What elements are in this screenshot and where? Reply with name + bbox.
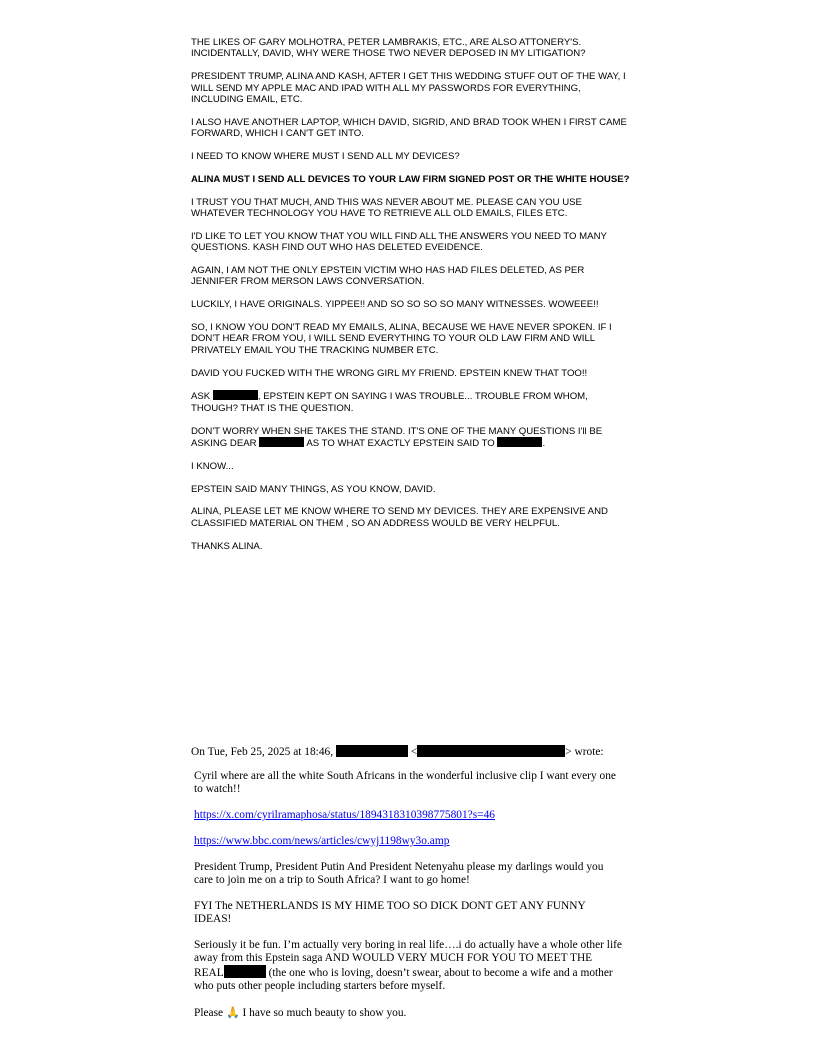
paragraph — [191, 390, 631, 414]
text-segment: AS TO WHAT EXACTLY EPSTEIN SAID TO — [304, 438, 498, 450]
quoted-paragraph: Cyril where are all the white South Africans in the wonderful inclusive clip I want every one to watch!! — [194, 770, 616, 795]
bold-paragraph: ALINA MUST I SEND ALL DEVICES TO YOUR LAW FIRM SIGNED POST OR THE WHITE HOUSE? — [191, 173, 630, 185]
x-status-link[interactable]: https://x.com/cyrilramaphosa/status/1894318310398775801?s=46 — [194, 809, 495, 821]
paragraph: I NEED TO KNOW WHERE MUST I SEND ALL MY DEVICES? — [191, 151, 460, 163]
paragraph: I TRUST YOU THAT MUCH, AND THIS WAS NEVER ABOUT ME. PLEASE CAN YOU USE WHATEVER TECHNOLOGY YOU HAVE TO RETRIEVE ALL OLD EMAILS, FILES ETC. — [191, 196, 582, 220]
paragraph — [191, 426, 631, 450]
paragraph: I KNOW... — [191, 460, 234, 472]
quoted-paragraph — [194, 809, 624, 822]
redaction-block — [497, 437, 542, 447]
email-body — [191, 37, 631, 563]
quoted-paragraph: President Trump, President Putin And President Netenyahu please my darlings would you care to join me on a trip to South Africa? I want to go home! — [194, 861, 604, 886]
quoted-paragraph: FYI The NETHERLANDS IS MY HIME TOO SO DICK DONT GET ANY FUNNY IDEAS! — [194, 900, 586, 925]
text-segment: . — [542, 438, 546, 450]
redaction-block — [417, 745, 565, 757]
paragraph: PRESIDENT TRUMP, ALINA AND KASH, AFTER I GET THIS WEDDING STUFF OUT OF THE WAY, I WILL SEND MY APPLE MAC AND IPAD WITH ALL MY PASSWORDS FOR EVERYTHING, INCLUDING EMAIL, ETC. — [191, 71, 626, 106]
text-segment: (the one who is loving, doesn’t swear, about to become a wife and a mother who puts other people including starters before myself. — [194, 967, 613, 992]
paragraph: I'D LIKE TO LET YOU KNOW THAT YOU WILL FIND ALL THE ANSWERS YOU NEED TO MANY QUESTIONS. KASH FIND OUT WHO HAS DELETED EVEIDENCE. — [191, 230, 607, 254]
paragraph: I ALSO HAVE ANOTHER LAPTOP, WHICH DAVID, SIGRID, AND BRAD TOOK WHEN I FIRST CAME FORWARD, WHICH I CAN'T GET INTO. — [191, 116, 627, 140]
text-segment: Seriously it be fun. I’m actually very boring in real life….i do actually have a whole other life away from this Epstein saga AND WOULD VERY MUCH FOR YOU TO MEET THE REAL — [194, 939, 622, 979]
paragraph: THANKS ALINA. — [191, 540, 263, 552]
paragraph: EPSTEIN SAID MANY THINGS, AS YOU KNOW, DAVID. — [191, 483, 436, 495]
redaction-block — [259, 437, 304, 447]
paragraph: THE LIKES OF GARY MOLHOTRA, PETER LAMBRAKIS, ETC., ARE ALSO ATTONERY'S. INCIDENTALLY, DAVID, WHY WERE THOSE TWO NEVER DEPOSED IN MY LITIGATION? — [191, 37, 586, 60]
paragraph: SO, I KNOW YOU DON'T READ MY EMAILS, ALINA, BECAUSE WE HAVE NEVER SPOKEN. IF I DON'T HEAR FROM YOU, I WILL SEND EVERYTHING TO YOUR OLD LAW FIRM AND WILL PRIVATELY EMAIL YOU THE TRACKING NUMBER ETC. — [191, 322, 612, 356]
attribution-suffix: > wrote: — [565, 746, 604, 758]
attribution-date: On Tue, Feb 25, 2025 at 18:46, — [191, 746, 336, 758]
bbc-article-link[interactable]: https://www.bbc.com/news/articles/cwyj1198wy3o.amp — [194, 835, 450, 847]
paragraph: LUCKILY, I HAVE ORIGINALS. YIPPEE!! AND SO SO SO SO MANY WITNESSES. WOWEEE!! — [191, 299, 599, 311]
text-segment: I have so much beauty to show you. — [239, 1007, 407, 1019]
quoted-message — [194, 770, 624, 1033]
quote-attribution — [191, 745, 631, 759]
folded-hands-icon: 🙏 — [225, 1006, 240, 1019]
quoted-paragraph — [194, 835, 624, 848]
redaction-block — [213, 390, 258, 400]
paragraph: ALINA, PLEASE LET ME KNOW WHERE TO SEND MY DEVICES. THEY ARE EXPENSIVE AND CLASSIFIED MATERIAL ON THEM , SO AN ADDRESS WOULD BE VERY HELPFUL. — [191, 506, 608, 529]
quoted-paragraph — [194, 939, 624, 993]
text-segment: , EPSTEIN KEPT ON SAYING I WAS TROUBLE... TROUBLE FROM WHOM, THOUGH? THAT IS THE QUESTION. — [191, 391, 588, 414]
text-segment: DON'T WORRY WHEN SHE TAKES THE STAND. IT'S ONE OF THE MANY QUESTIONS I'll BE ASKING DEAR — [191, 425, 603, 450]
paragraph: DAVID YOU FUCKED WITH THE WRONG GIRL MY FRIEND. EPSTEIN KNEW THAT TOO!! — [191, 367, 588, 379]
text-segment: ASK — [191, 391, 213, 403]
redaction-block — [336, 745, 408, 757]
redaction-block — [224, 965, 266, 978]
paragraph: AGAIN, I AM NOT THE ONLY EPSTEIN VICTIM WHO HAS HAD FILES DELETED, AS PER JENNIFER FROM MERSON LAWS CONVERSATION. — [191, 265, 585, 288]
text-segment: Please — [194, 1007, 226, 1019]
quoted-paragraph — [194, 1006, 624, 1020]
attribution-bracket: < — [407, 746, 418, 758]
